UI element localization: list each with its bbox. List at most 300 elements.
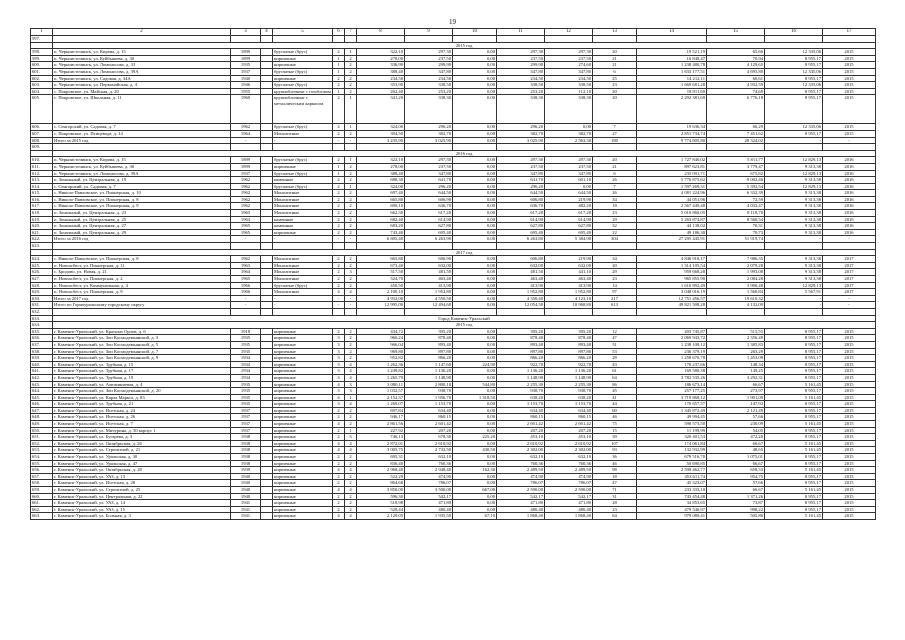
- table-cell: 2015: [823, 62, 876, 69]
- table-row: [31, 500, 876, 507]
- table-cell: 2015: [823, 460, 876, 467]
- table-row: [31, 49, 876, 56]
- table-cell: 0,00: [453, 374, 497, 381]
- table-cell: 3: [333, 374, 345, 381]
- table-cell: 2: [333, 506, 345, 513]
- table-cell: 2015: [823, 82, 876, 89]
- section-heading-row: [31, 249, 876, 256]
- table-cell: 8 955,17: [765, 414, 823, 421]
- table-cell: 6: [593, 170, 637, 177]
- table-cell: 2017: [823, 262, 876, 269]
- table-cell: 0,00: [453, 95, 497, 124]
- table-cell: -: [231, 295, 261, 302]
- table-cell: 170 237,66: [637, 361, 707, 368]
- table-row: [31, 183, 876, 190]
- table-cell: -: [273, 236, 333, 243]
- table-cell: 860,15: [497, 414, 545, 421]
- table-cell: 71: [593, 487, 637, 494]
- table-cell: 49 994,45: [637, 414, 707, 421]
- table-cell: 46: [593, 460, 637, 467]
- table-cell: 632,00: [405, 262, 453, 269]
- table-cell: 2016: [823, 177, 876, 184]
- row-number-cell: 633.: [31, 315, 53, 322]
- table-cell: 4: [345, 368, 357, 375]
- table-cell: г. Каменск-Уральский, ул. Уральская, д. 30: [53, 454, 231, 461]
- table-cell: [261, 137, 273, 144]
- table-cell: 642.: [31, 374, 53, 381]
- table-cell: [231, 308, 261, 315]
- table-cell: кирпичные: [273, 163, 333, 170]
- table-cell: 45: [593, 388, 637, 395]
- table-cell: 395,20: [497, 328, 545, 335]
- table-cell: с. Покровское, ул. Майская, д. 20: [53, 88, 231, 95]
- table-cell: [261, 276, 273, 283]
- table-cell: 0,00: [453, 328, 497, 335]
- table-cell: 893,40: [545, 341, 593, 348]
- table-cell: кирпичные: [273, 62, 333, 69]
- table-cell: 637.: [31, 341, 53, 348]
- table-cell: 47: [593, 335, 637, 342]
- table-cell: 1964: [231, 216, 261, 223]
- table-cell: 1: [333, 68, 345, 75]
- table-cell: 1937: [231, 414, 261, 421]
- table-cell: 450,50: [357, 282, 405, 289]
- table-cell: 1 952,80: [405, 289, 453, 296]
- table-cell: 656.: [31, 467, 53, 474]
- table-cell: 542,17: [405, 493, 453, 500]
- table-cell: 2: [345, 210, 357, 217]
- table-cell: 2 610,92: [405, 440, 453, 447]
- table-cell: 170 657,57: [637, 401, 707, 408]
- table-cell: 2015: [823, 55, 876, 62]
- table-row: [31, 368, 876, 375]
- table-cell: 382,70: [497, 130, 545, 137]
- table-cell: 0,00: [453, 88, 497, 95]
- table-cell: 1 136,20: [545, 368, 593, 375]
- table-cell: [261, 62, 273, 69]
- table-cell: 234,50: [497, 75, 545, 82]
- table-cell: 8 955,17: [765, 480, 823, 487]
- table-cell: 12 829,13: [765, 170, 823, 177]
- table-cell: [497, 243, 545, 250]
- table-cell: 1 935,50: [405, 513, 453, 520]
- table-cell: 3 500,00: [405, 487, 453, 494]
- table-cell: 1 148,90: [497, 374, 545, 381]
- table-row: [31, 335, 876, 342]
- table-cell: 690,10: [357, 203, 405, 210]
- table-cell: 338,50: [405, 82, 453, 89]
- table-cell: 3: [333, 401, 345, 408]
- table-cell: 480,40: [497, 506, 545, 513]
- table-cell: 2 100,10: [357, 289, 405, 296]
- table-cell: 938,70: [545, 388, 593, 395]
- table-cell: 51 919,74: [707, 236, 765, 243]
- table-cell: 641,70: [497, 177, 545, 184]
- column-number-cell: 7: [345, 29, 357, 36]
- table-cell: 2 152,37: [357, 394, 405, 401]
- table-cell: 8 955,17: [765, 427, 823, 434]
- table-cell: 5 161,45: [765, 381, 823, 388]
- table-cell: 3: [333, 368, 345, 375]
- table-cell: 528,44: [357, 506, 405, 513]
- table-cell: 660.: [31, 493, 53, 500]
- table-cell: 481,50: [497, 269, 545, 276]
- table-cell: 474,90: [545, 473, 593, 480]
- table-cell: 648.: [31, 414, 53, 421]
- table-cell: г. Каменск-Уральский, ул. Зои Космодемьянской, д. 5: [53, 341, 231, 348]
- table-cell: 644,50: [545, 190, 593, 197]
- table-cell: крупноблочные с металлическим каркасом: [273, 95, 333, 124]
- table-cell: 5 161,45: [765, 440, 823, 447]
- table-cell: 4: [345, 401, 357, 408]
- table-cell: кирпичные: [273, 341, 333, 348]
- table-cell: -: [333, 302, 345, 309]
- table-cell: 627,80: [497, 223, 545, 230]
- table-cell: 19 521,19: [637, 49, 707, 56]
- table-cell: 225,20: [453, 434, 497, 441]
- table-cell: 41: [593, 394, 637, 401]
- table-cell: 4 032,47: [707, 203, 765, 210]
- table-cell: 6 776,18: [707, 95, 765, 124]
- table-cell: [545, 144, 593, 151]
- table-cell: 0,00: [453, 62, 497, 69]
- table-cell: 2015: [823, 440, 876, 447]
- table-row: [31, 302, 876, 309]
- table-cell: 1962: [231, 203, 261, 210]
- table-cell: 20: [593, 157, 637, 164]
- table-cell: 663.: [31, 513, 53, 520]
- table-cell: 1941: [231, 513, 261, 520]
- table-cell: [261, 421, 273, 428]
- table-cell: 2015: [823, 49, 876, 56]
- table-cell: 2: [333, 480, 345, 487]
- table-cell: [593, 243, 637, 250]
- table-cell: [273, 308, 333, 315]
- row-number-cell: 634.: [31, 322, 53, 329]
- table-row: [31, 88, 876, 95]
- table-cell: -: [231, 137, 261, 144]
- table-row: [31, 62, 876, 69]
- table-cell: п. Зональный, ул. Центральная, д. 27: [53, 223, 231, 230]
- table-cell: 2 851 734,74: [637, 130, 707, 137]
- table-cell: 878,40: [545, 335, 593, 342]
- table-cell: 522,29: [357, 473, 405, 480]
- table-cell: 0,00: [453, 210, 497, 217]
- table-cell: 2015: [823, 368, 876, 375]
- table-cell: 0,00: [453, 427, 497, 434]
- table-cell: 2: [333, 460, 345, 467]
- table-cell: п. Черноисточинск, ул. Кирова, д. 15: [53, 49, 231, 56]
- table-cell: 2 069 943,72: [637, 335, 707, 342]
- table-cell: 2015: [823, 434, 876, 441]
- table-cell: г. Каменск-Уральский, ул. Октябрьская, д. 26: [53, 440, 231, 447]
- table-cell: 4 932,00: [357, 295, 405, 302]
- table-cell: 347,80: [545, 170, 593, 177]
- table-cell: 296,20: [405, 124, 453, 131]
- table-cell: г. Каменск-Уральский, ул. Центральная, д. 22: [53, 493, 231, 500]
- table-cell: 786,07: [497, 480, 545, 487]
- table-row: [31, 190, 876, 197]
- table-cell: 64: [593, 374, 637, 381]
- table-cell: [261, 170, 273, 177]
- table-cell: 2: [345, 355, 357, 362]
- table-cell: 4: [333, 440, 345, 447]
- table-cell: 6 263,90: [405, 236, 453, 243]
- table-cell: 5 161,45: [765, 394, 823, 401]
- table-cell: 278,00: [357, 163, 405, 170]
- table-cell: 2: [345, 500, 357, 507]
- table-cell: [261, 243, 273, 250]
- table-cell: 46: [593, 414, 637, 421]
- table-cell: 644,50: [405, 190, 453, 197]
- table-cell: 897,80: [405, 348, 453, 355]
- table-row: [31, 223, 876, 230]
- table-cell: 0,00: [453, 282, 497, 289]
- table-cell: [707, 308, 765, 315]
- table-cell: 0,00: [453, 368, 497, 375]
- table-cell: 1: [345, 394, 357, 401]
- table-cell: [357, 36, 405, 43]
- table-cell: 2015: [823, 421, 876, 428]
- table-row: [31, 163, 876, 170]
- table-cell: 70,31: [707, 223, 765, 230]
- table-cell: г. Каменск-Уральский, ул. УАЗ, д. 14: [53, 500, 231, 507]
- table-cell: 640.: [31, 361, 53, 368]
- table-cell: кирпичные: [273, 480, 333, 487]
- table-cell: г. Каменск-Уральский, ул. Исетская, д. 28: [53, 480, 231, 487]
- table-cell: 3 235,90: [357, 137, 405, 144]
- table-cell: 632,10: [405, 454, 453, 461]
- table-cell: 518,98: [357, 500, 405, 507]
- table-cell: 1966: [231, 282, 261, 289]
- table-cell: 659.: [31, 487, 53, 494]
- table-cell: 1938: [231, 440, 261, 447]
- table-cell: 1941: [231, 506, 261, 513]
- table-cell: [545, 36, 593, 43]
- table-cell: 8 560,54: [707, 216, 765, 223]
- table-cell: 14 212,11: [637, 75, 707, 82]
- table-cell: 16 848,47: [637, 55, 707, 62]
- table-cell: 9 313,38: [765, 256, 823, 263]
- table-cell: 236 379,19: [637, 348, 707, 355]
- table-cell: 3: [333, 341, 345, 348]
- table-cell: [261, 341, 273, 348]
- table-cell: 966,04: [357, 341, 405, 348]
- table-cell: 946,17: [357, 414, 405, 421]
- table-cell: [261, 440, 273, 447]
- table-cell: 479 546,97: [637, 506, 707, 513]
- table-cell: -: [231, 236, 261, 243]
- table-cell: 682,40: [357, 216, 405, 223]
- table-cell: [261, 269, 273, 276]
- table-cell: г. Каменск-Уральский, ул. УАЗ, д. 13: [53, 473, 231, 480]
- table-cell: 2016: [823, 190, 876, 197]
- table-row: [31, 137, 876, 144]
- table-cell: 2: [333, 130, 345, 137]
- table-row: [31, 68, 876, 75]
- table-cell: 297,30: [545, 49, 593, 56]
- table-row: [31, 487, 876, 494]
- table-cell: г. Каменск-Уральский, ул. Исетская, д. 7: [53, 421, 231, 428]
- table-cell: 1962: [231, 256, 261, 263]
- table-cell: 1964: [231, 130, 261, 137]
- table-cell: 12 335,06: [765, 82, 823, 89]
- table-cell: г. Каменск-Уральский, ул. Трубная, д. 21: [53, 401, 231, 408]
- table-cell: 219,90: [545, 256, 593, 263]
- table-row: [31, 289, 876, 296]
- table-cell: 2 121,49: [707, 407, 765, 414]
- table-cell: кирпичные: [273, 454, 333, 461]
- table-cell: г. Каменск-Уральский, ул. Мичурина, д. 30 корпус 1: [53, 427, 231, 434]
- table-cell: 296,20: [497, 183, 545, 190]
- table-cell: [261, 256, 273, 263]
- table-cell: 9 313,38: [765, 196, 823, 203]
- table-cell: 8 955,17: [765, 95, 823, 124]
- table-cell: 8 955,17: [765, 361, 823, 368]
- table-cell: 60: [593, 407, 637, 414]
- table-cell: [53, 36, 231, 43]
- table-cell: [637, 144, 707, 151]
- table-cell: 965 855,90: [637, 276, 707, 283]
- table-cell: 70,73: [707, 229, 765, 236]
- table-cell: 8 955,17: [765, 341, 823, 348]
- table-cell: 2 610,92: [497, 440, 545, 447]
- table-cell: 4: [345, 513, 357, 520]
- table-cell: 0,00: [453, 203, 497, 210]
- table-cell: 67,10: [453, 513, 497, 520]
- table-cell: 336,90: [357, 62, 405, 69]
- table-cell: 5 161,45: [765, 421, 823, 428]
- table-cell: 1 956,70: [405, 394, 453, 401]
- table-cell: 1934: [231, 361, 261, 368]
- table-cell: -: [765, 236, 823, 243]
- table-cell: 1935: [231, 341, 261, 348]
- table-cell: 2016: [823, 183, 876, 190]
- table-row: [31, 454, 876, 461]
- table-cell: 12: [593, 328, 637, 335]
- table-cell: 2: [345, 62, 357, 69]
- table-cell: [497, 36, 545, 43]
- table-cell: 180: [593, 137, 637, 144]
- table-cell: [261, 467, 273, 474]
- table-cell: 998,22: [707, 506, 765, 513]
- table-cell: 2: [333, 434, 345, 441]
- table-cell: 1966: [231, 289, 261, 296]
- table-cell: 1 560,84: [707, 289, 765, 296]
- table-cell: 9 313,38: [765, 223, 823, 230]
- table-cell: 2 563,30: [545, 137, 593, 144]
- table-cell: 1937: [231, 421, 261, 428]
- row-number-cell: [31, 249, 53, 256]
- table-cell: -: [273, 302, 333, 309]
- table-cell: кирпичные: [273, 348, 333, 355]
- table-cell: 0,00: [453, 170, 497, 177]
- table-cell: 1: [333, 170, 345, 177]
- column-number-cell: 17: [823, 29, 876, 36]
- table-cell: 4 129,65: [707, 62, 765, 69]
- table-cell: 542,17: [545, 493, 593, 500]
- table-cell: 2: [345, 262, 357, 269]
- table-cell: 2: [345, 328, 357, 335]
- table-cell: 4: [333, 447, 345, 454]
- table-cell: 654.: [31, 454, 53, 461]
- table-cell: 441,10: [545, 269, 593, 276]
- table-cell: 0,00: [453, 163, 497, 170]
- table-cell: п. Зональный, ул. Центральная, д. 19: [53, 177, 231, 184]
- table-cell: 234,50: [545, 75, 593, 82]
- table-cell: 8 118,70: [707, 210, 765, 217]
- table-cell: 878,40: [497, 335, 545, 342]
- table-cell: 1937: [231, 407, 261, 414]
- table-cell: [261, 36, 273, 43]
- table-cell: [261, 401, 273, 408]
- table-cell: 29: [593, 269, 637, 276]
- table-row: [31, 460, 876, 467]
- table-cell: брусчатые (брус): [273, 282, 333, 289]
- table-cell: 0,00: [453, 454, 497, 461]
- table-cell: г. Каменск-Уральский, ул. Уральская, д. 47: [53, 460, 231, 467]
- table-cell: 413,90: [497, 282, 545, 289]
- table-cell: 66,67: [707, 381, 765, 388]
- table-cell: 620.: [31, 223, 53, 230]
- table-cell: [261, 487, 273, 494]
- table-cell: 70,94: [707, 55, 765, 62]
- table-cell: 8 955,17: [765, 460, 823, 467]
- table-cell: -: [333, 236, 345, 243]
- table-cell: 2 598 462,77: [637, 467, 707, 474]
- table-cell: 0,00: [453, 302, 497, 309]
- table-cell: 3: [333, 355, 345, 362]
- table-cell: 97: [593, 289, 637, 296]
- table-cell: 617,20: [497, 210, 545, 217]
- table-cell: 5 392,54: [707, 183, 765, 190]
- table-cell: 2015: [823, 447, 876, 454]
- table-cell: 1940: [231, 480, 261, 487]
- table-cell: 8 955,17: [765, 348, 823, 355]
- table-cell: 15: [593, 427, 637, 434]
- table-cell: 632,10: [545, 454, 593, 461]
- table-cell: 860,15: [405, 414, 453, 421]
- table-cell: 1 901,09: [707, 394, 765, 401]
- table-cell: 959 668,28: [637, 269, 707, 276]
- table-cell: [273, 243, 333, 250]
- table-cell: 1 136,20: [405, 368, 453, 375]
- table-cell: 2 567 449,48: [637, 203, 707, 210]
- table-cell: 2: [333, 177, 345, 184]
- table-cell: кирпичные: [273, 407, 333, 414]
- table-cell: 0,00: [453, 68, 497, 75]
- table-row: [31, 262, 876, 269]
- table-cell: п. Черноисточинск, ул. Кирова, д. 15: [53, 157, 231, 164]
- table-row: [31, 203, 876, 210]
- table-cell: 651.: [31, 434, 53, 441]
- table-cell: кирпичные: [273, 374, 333, 381]
- table-cell: 606,80: [497, 256, 545, 263]
- table-row: [31, 493, 876, 500]
- table-cell: 66,67: [707, 440, 765, 447]
- table-cell: 237,50: [497, 163, 545, 170]
- table-cell: 2: [333, 454, 345, 461]
- table-cell: 2 079,28: [707, 262, 765, 269]
- table-cell: 893,40: [405, 341, 453, 348]
- table-cell: 2: [345, 414, 357, 421]
- table-cell: 7 451,62: [707, 130, 765, 137]
- table-cell: [261, 335, 273, 342]
- table-cell: 0,00: [453, 295, 497, 302]
- table-cell: -: [765, 302, 823, 309]
- table-cell: г. Каменск-Уральский, ул. Трубная, д. 15: [53, 361, 231, 368]
- table-cell: 2: [345, 473, 357, 480]
